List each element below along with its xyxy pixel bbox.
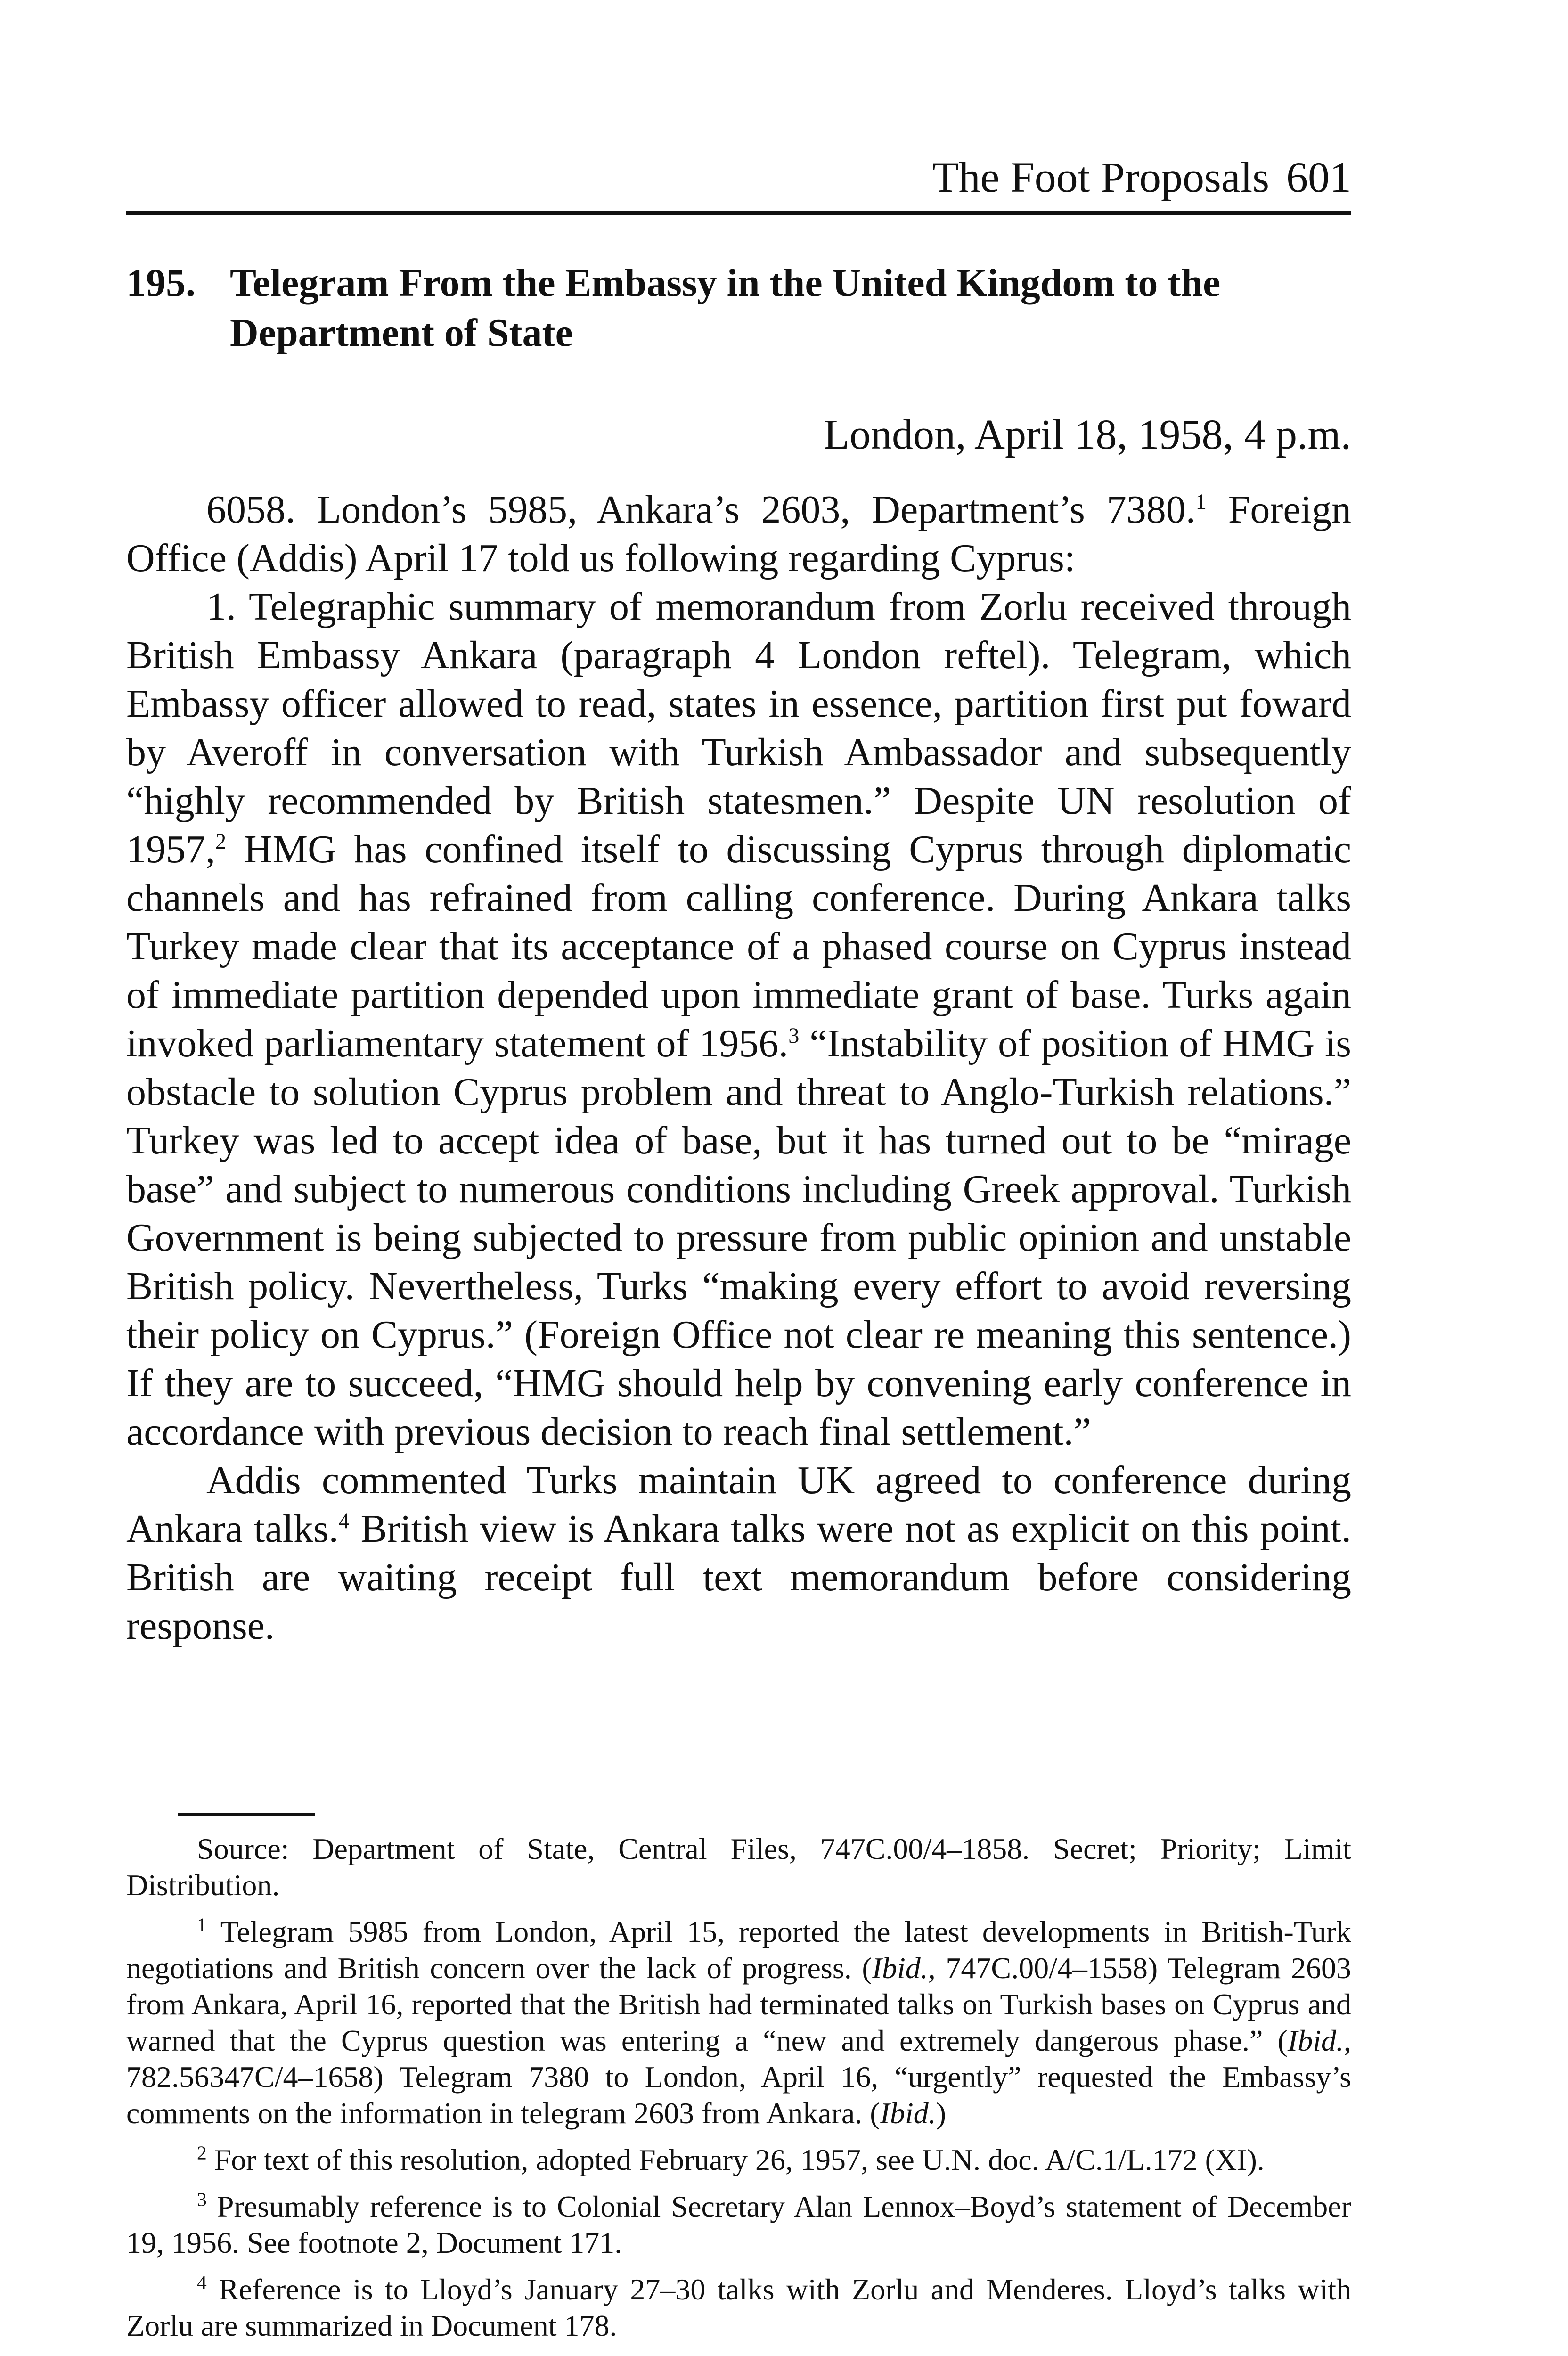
body-paragraph: 1. Telegraphic summary of memorandum from Zorlu received through British Embassy Ankara (paragraph 4 London reftel). Telegram, which Embassy officer allowed to read, states in essence, partition first put foward by Averoff in conversation with Turkish Ambassador and subsequently “highly recommended by British statesmen.” Despite UN resolution of 1957,$^2$ HMG has confined itself to discussing Cyprus through diplomatic channels and has refrained from calling conference. During Ankara talks Turkey made clear that its acceptance of a phased course on Cyprus instead of immediate partition depended upon immediate grant of base. Turks again invoked parliamentary statement of 1956.$^3$ “Instability of position of HMG is obstacle to solution Cyprus problem and threat to Anglo-Turkish relations.” Turkey was led to accept idea of base, but it has turned out to be “mirage base” and subject to numerous conditions including Greek approval. Turkish Government is being subjected to pressure from public opinion and unstable British policy. Nevertheless, Turks “making every effort to avoid reversing their policy on Cyprus.” (Foreign Office not clear re meaning this sentence.) If they are to succeed, “HMG should help by convening early conference in accordance with previous decision to reach final settlement.” xyxy=(126,585,1351,1454)
dateline: London, April 18, 1958, 4 p.m. xyxy=(824,411,1351,458)
document-page xyxy=(126,0,1351,2356)
footnote-4: $^4$ Reference is to Lloyd’s January 27–30 talks with Zorlu and Menderes. Lloyd’s talks with Zorlu are summarized in Document 178. xyxy=(126,2271,1351,2342)
footnote-number: 1 xyxy=(197,1914,207,1936)
footnote-number: 4 xyxy=(197,2271,207,2293)
telegram-body xyxy=(126,485,1351,1650)
footnote-number: 2 xyxy=(197,2142,207,2164)
document-heading xyxy=(126,258,1351,358)
page-number: 601 xyxy=(1286,153,1351,201)
footnote-2: $^2$ For text of this resolution, adopted February 26, 1957, see U.N. doc. A/C.1/L.172 (XI). xyxy=(197,2142,1265,2176)
footnotes xyxy=(126,1831,1351,2354)
running-title: The Foot Proposals xyxy=(932,153,1269,201)
footnote-rule xyxy=(178,1813,315,1816)
source-note: Source: Department of State, Central Files, 747C.00/4–1858. Secret; Priority; Limit Distribution. xyxy=(126,1832,1351,1902)
body-paragraph: Addis commented Turks maintain UK agreed to conference during Ankara talks.$^4$ British view is Ankara talks were not as explicit on this point. British are waiting receipt full text memorandum before considering response. xyxy=(126,1458,1351,1648)
footnote-ref: 2 xyxy=(215,829,227,853)
footnote-ref: 1 xyxy=(1195,490,1207,514)
footnote-3: $^3$ Presumably reference is to Colonial Secretary Alan Lennox–Boyd’s statement of December 19, 1956. See footnote 2, Document 171. xyxy=(126,2188,1351,2259)
footnote-number: 3 xyxy=(197,2188,207,2210)
document-number: 195. xyxy=(126,261,196,305)
footnote-1: $^1$ Telegram 5985 from London, April 15, reported the latest developments in British-Turk negotiations and British concern over the lack of progress. (Ibid., 747C.00/4–1558) Telegram 2603 from Ankara, April 16, reported that the British had terminated talks on Turkish bases on Cyprus and warned that the Cyprus question was entering a “new and extremely dangerous phase.” (Ibid., 782.56347C/4–1658) Telegram 7380 to London, April 16, “urgently” requested the Embassy’s comments on the information in telegram 2603 from Ankara. (Ibid.) xyxy=(126,1914,1352,2130)
document-title: Telegram From the Embassy in the United Kingdom to the Department of State xyxy=(230,261,1221,355)
running-header xyxy=(932,155,1351,199)
footnote-ref: 4 xyxy=(338,1509,350,1533)
body-paragraph: 6058. London’s 5985, Ankara’s 2603, Department’s 7380.$^1$ Foreign Office (Addis) April 17 told us following regarding Cyprus: xyxy=(126,488,1351,580)
footnote-ref: 3 xyxy=(788,1023,800,1047)
header-rule xyxy=(126,211,1351,215)
